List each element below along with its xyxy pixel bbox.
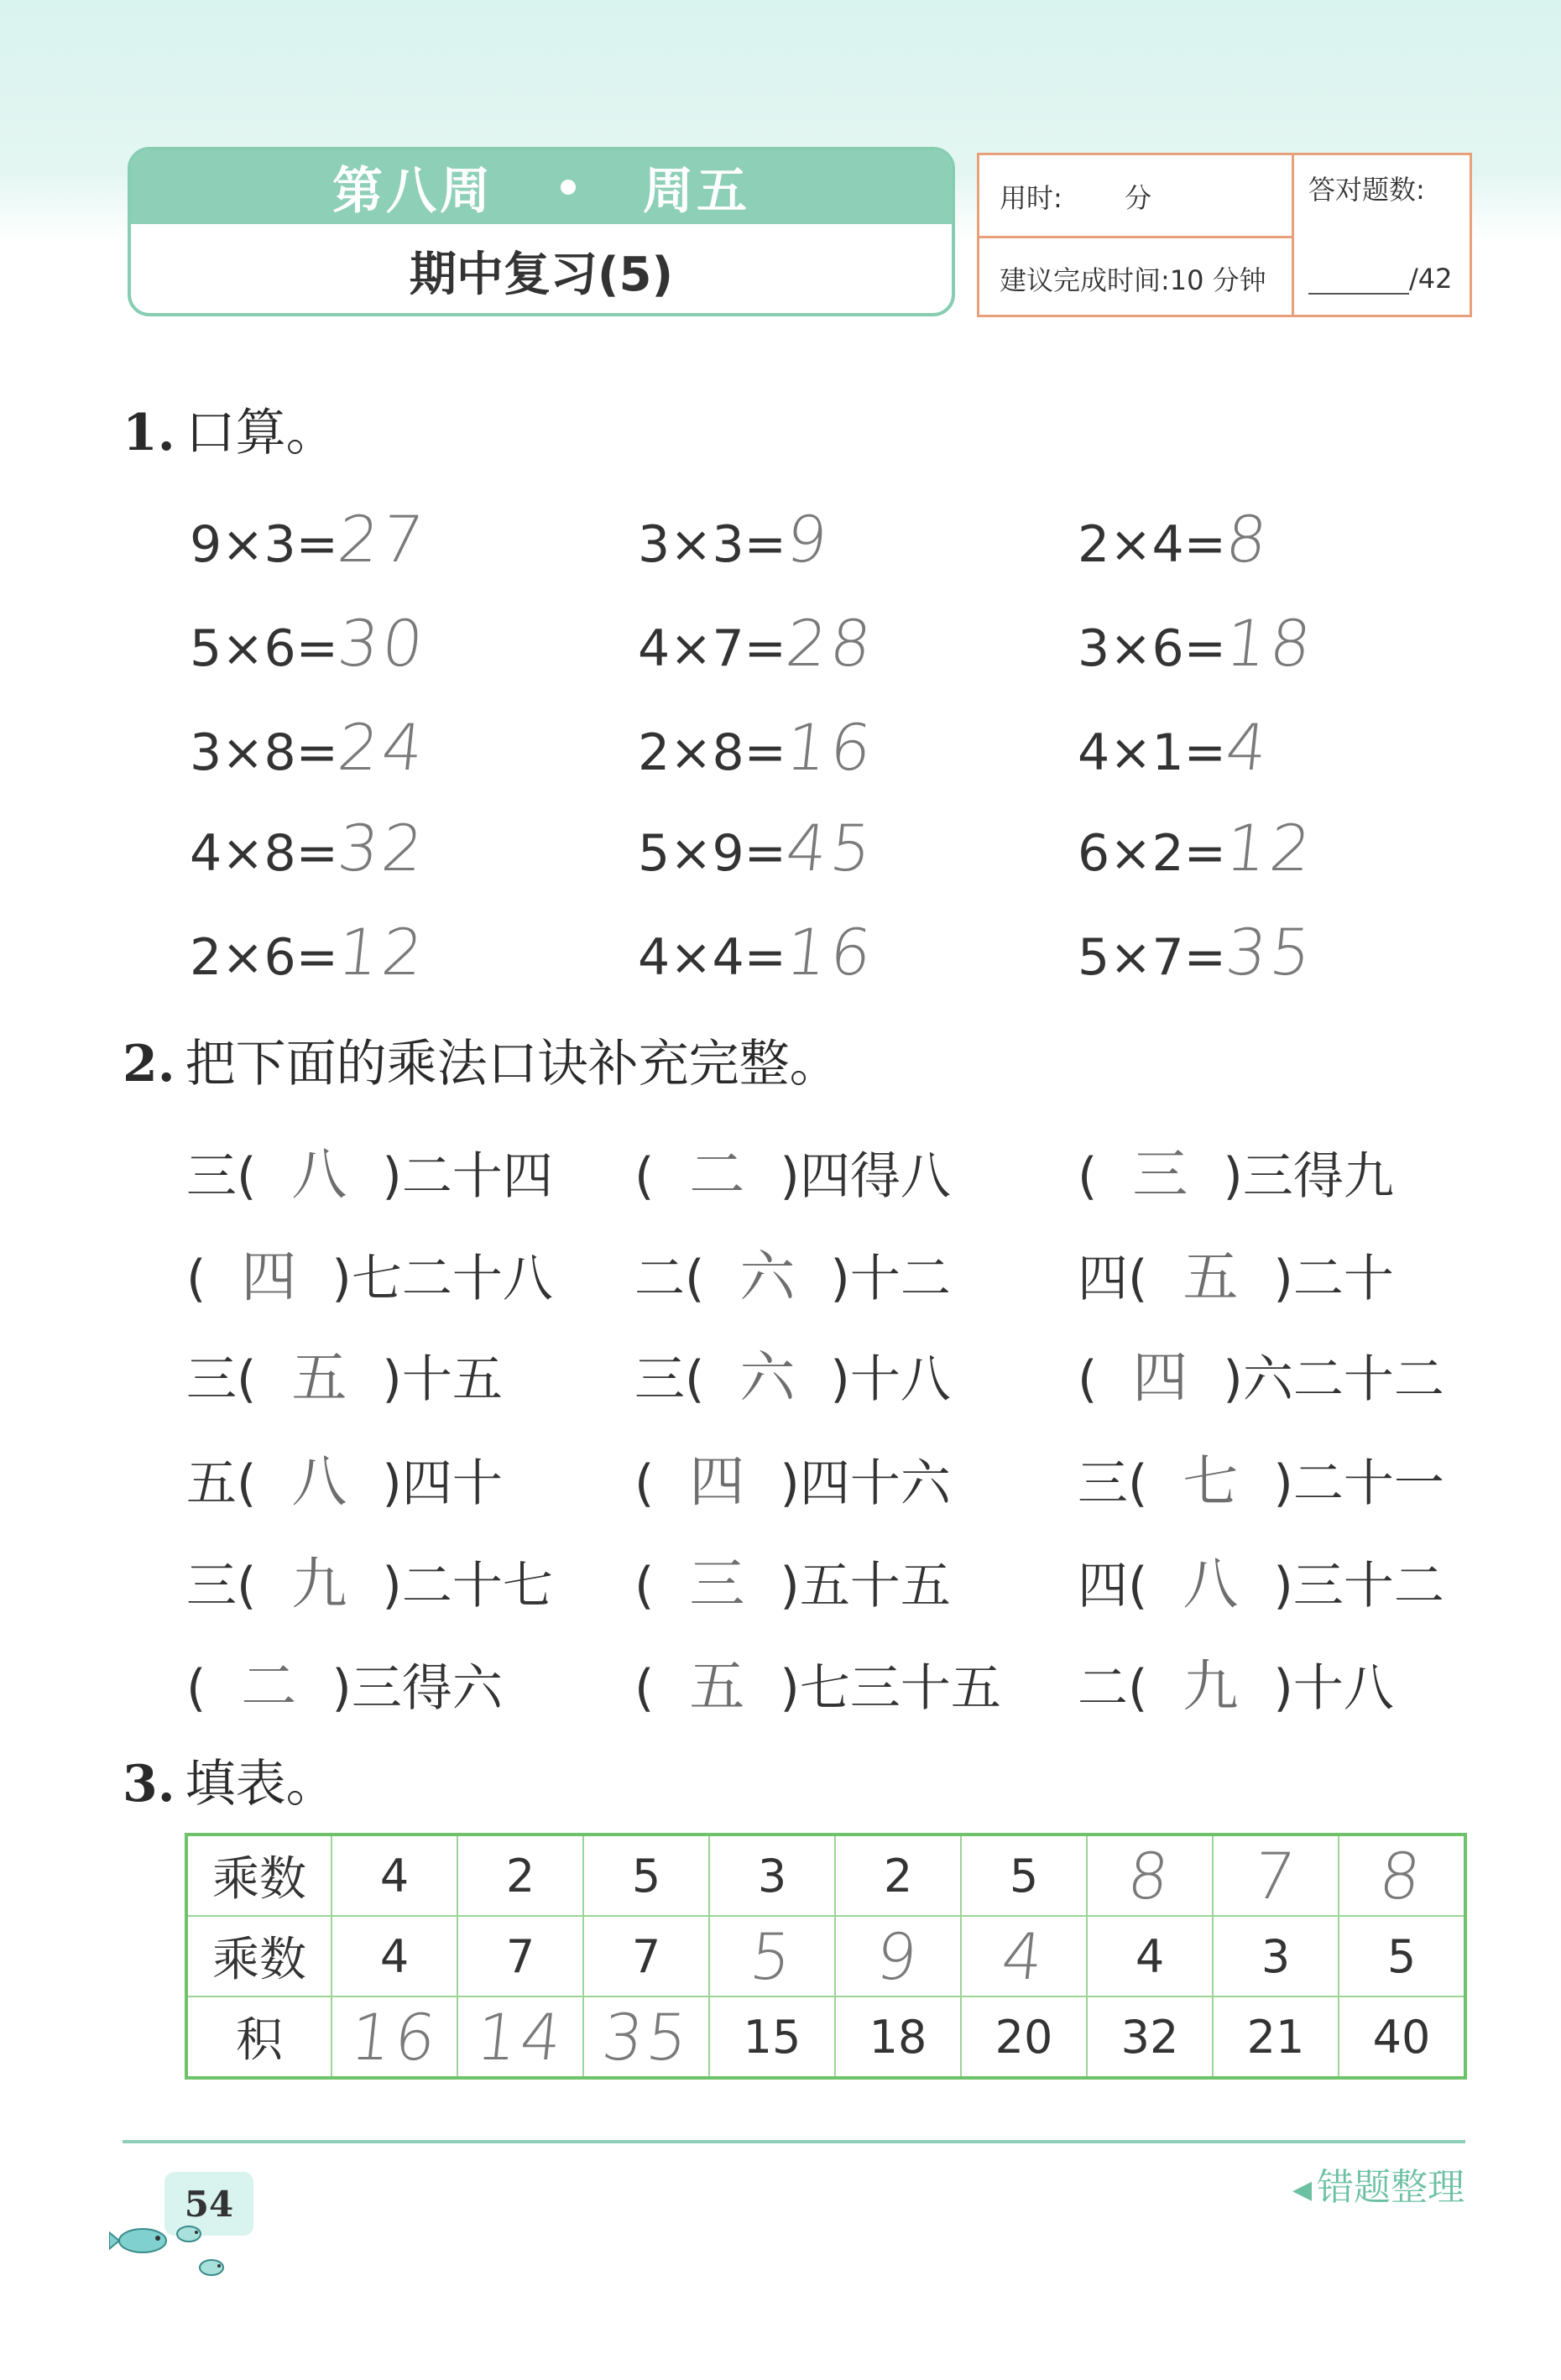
- handwritten-value: 14: [472, 1999, 569, 2075]
- rhyme-suffix: )四十六: [780, 1454, 951, 1513]
- rhyme-answer[interactable]: 九: [291, 1552, 347, 1616]
- arith-answer[interactable]: 18: [1222, 606, 1318, 681]
- table-cell: [332, 1916, 457, 1996]
- printed-value: 40: [1372, 2010, 1431, 2064]
- rhyme-prefix: 四(: [1078, 1557, 1148, 1615]
- printed-value: 2: [883, 1849, 913, 1902]
- section-1-title: 1. 口算。: [123, 404, 337, 462]
- printed-value: 18: [869, 2010, 927, 2064]
- page-title: 期中复习(5): [409, 248, 674, 302]
- rhyme-suffix: )三得六: [332, 1659, 503, 1718]
- rhyme-item: [186, 1333, 503, 1412]
- arith-item: [1078, 811, 1318, 885]
- handwritten-value: 8: [1124, 1838, 1176, 1913]
- table-cell: [961, 1996, 1087, 2078]
- arith-question: 4×8=: [190, 824, 338, 883]
- table-cell[interactable]: [1339, 1835, 1465, 1916]
- rhyme-answer[interactable]: 三: [1132, 1142, 1188, 1207]
- rhyme-item: [186, 1232, 553, 1312]
- rhyme-suffix: )三十二: [1273, 1557, 1444, 1615]
- arith-question: 4×7=: [638, 619, 786, 678]
- rhyme-suffix: )十八: [1273, 1659, 1394, 1718]
- arith-item: [1078, 502, 1274, 577]
- arith-answer[interactable]: 16: [782, 710, 879, 785]
- row-label: 积: [186, 1996, 332, 2078]
- rhyme-item: [1078, 1641, 1394, 1721]
- correct-count-field[interactable]: /42: [1308, 263, 1453, 295]
- table-cell: [709, 1996, 835, 2078]
- arith-question: 5×7=: [1078, 928, 1226, 987]
- table-cell: [961, 1835, 1087, 1916]
- rhyme-prefix: 二(: [1078, 1659, 1148, 1718]
- rhyme-answer[interactable]: 六: [739, 1245, 796, 1309]
- rhyme-suffix: )十五: [382, 1350, 503, 1409]
- rhyme-suffix: )四十: [382, 1454, 503, 1513]
- rhyme-prefix: (: [1078, 1147, 1098, 1206]
- rhyme-answer[interactable]: 八: [291, 1142, 347, 1207]
- rhyme-answer[interactable]: 五: [1182, 1245, 1239, 1309]
- rhyme-prefix: 二(: [634, 1250, 705, 1308]
- table-cell[interactable]: [332, 1996, 457, 2078]
- arith-answer[interactable]: 35: [1222, 915, 1318, 989]
- table-cell[interactable]: [709, 1916, 835, 1996]
- arith-question: 5×6=: [190, 619, 338, 678]
- rhyme-prefix: 四(: [1078, 1250, 1148, 1308]
- rhyme-answer[interactable]: 二: [689, 1142, 745, 1207]
- rhyme-suffix: )四得八: [780, 1147, 951, 1206]
- arith-item: [1078, 710, 1274, 785]
- rhyme-answer[interactable]: 三: [689, 1552, 745, 1616]
- table-cell: [835, 1835, 961, 1916]
- arith-answer[interactable]: 27: [334, 502, 431, 577]
- score-divider-v: [1292, 155, 1294, 315]
- error-review-link[interactable]: ◀ 错题整理: [1292, 2166, 1465, 2209]
- row-label: 乘数: [186, 1835, 332, 1916]
- rhyme-prefix: (: [634, 1557, 655, 1615]
- printed-value: 3: [757, 1849, 787, 1902]
- rhyme-prefix: 三(: [186, 1557, 257, 1615]
- correct-count-label: 答对题数:: [1308, 174, 1425, 206]
- arith-question: 4×4=: [638, 928, 786, 987]
- section-3-title: 3. 填表。: [123, 1755, 337, 1814]
- week-label: 第八周: [332, 162, 493, 221]
- printed-value: 4: [1135, 1929, 1165, 1983]
- arith-question: 2×8=: [638, 723, 786, 782]
- table-cell: [457, 1835, 583, 1916]
- rhyme-answer[interactable]: 九: [1182, 1654, 1239, 1719]
- rhyme-prefix: (: [634, 1147, 655, 1206]
- score-divider-h: [979, 236, 1292, 238]
- week-day-banner: [131, 150, 952, 224]
- printed-value: 3: [1261, 1929, 1291, 1983]
- arith-question: 3×3=: [638, 515, 786, 574]
- rhyme-item: [634, 1333, 951, 1412]
- table-cell[interactable]: [583, 1996, 709, 2078]
- table-cell: [332, 1835, 457, 1916]
- fill-table: [185, 1833, 1467, 2080]
- arith-item: [1078, 915, 1318, 989]
- arith-item: [638, 502, 834, 577]
- rhyme-suffix: )六二十二: [1223, 1350, 1444, 1409]
- arith-answer[interactable]: 12: [1222, 811, 1318, 885]
- rhyme-prefix: (: [186, 1659, 206, 1718]
- arith-item: [638, 811, 879, 885]
- arith-answer[interactable]: 24: [334, 710, 431, 785]
- table-cell: [1339, 1916, 1465, 1996]
- handwritten-value: 7: [1250, 1838, 1302, 1913]
- printed-value: 20: [995, 2010, 1053, 2064]
- arith-answer[interactable]: 9: [782, 502, 834, 577]
- footer-divider: [123, 2140, 1465, 2143]
- table-cell[interactable]: [835, 1916, 961, 1996]
- rhyme-item: [634, 1232, 951, 1312]
- table-cell: [1087, 1996, 1213, 2078]
- rhyme-prefix: 三(: [186, 1350, 257, 1409]
- printed-value: 15: [743, 2010, 801, 2064]
- arith-item: [638, 606, 879, 681]
- rhyme-item: [1078, 1437, 1444, 1516]
- rhyme-prefix: 五(: [186, 1454, 257, 1513]
- rhyme-item: [634, 1130, 951, 1209]
- rhyme-answer[interactable]: 七: [1182, 1449, 1239, 1514]
- table-cell: [457, 1916, 583, 1996]
- printed-value: 32: [1120, 2010, 1179, 2064]
- rhyme-answer[interactable]: 八: [291, 1449, 347, 1514]
- arith-answer[interactable]: 4: [1222, 710, 1274, 785]
- day-label: 周五: [643, 162, 750, 221]
- arith-answer[interactable]: 8: [1222, 502, 1274, 577]
- title-box: [128, 147, 955, 316]
- rhyme-suffix: )七三十五: [780, 1659, 1001, 1718]
- printed-value: 21: [1246, 2010, 1305, 2064]
- arith-question: 2×4=: [1078, 515, 1226, 574]
- rhyme-item: [634, 1437, 951, 1516]
- table-cell: [1213, 1996, 1339, 2078]
- rhyme-prefix: 三(: [634, 1350, 705, 1409]
- table-row: [186, 1835, 1465, 1916]
- rhyme-answer[interactable]: 四: [689, 1449, 745, 1514]
- arith-item: [190, 606, 431, 681]
- rhyme-answer[interactable]: 二: [241, 1654, 297, 1719]
- rhyme-item: [186, 1641, 503, 1721]
- rhyme-item: [1078, 1539, 1444, 1619]
- handwritten-value: 16: [346, 1999, 443, 2075]
- table-cell: [835, 1996, 961, 2078]
- rhyme-suffix: )三得九: [1223, 1147, 1394, 1206]
- arith-answer[interactable]: 12: [334, 915, 431, 989]
- rhyme-suffix: )十二: [830, 1250, 951, 1308]
- rhyme-answer[interactable]: 四: [1132, 1345, 1188, 1410]
- rhyme-item: [186, 1539, 553, 1619]
- rhyme-item: [634, 1539, 951, 1619]
- handwritten-value: 4: [998, 1918, 1050, 1994]
- arith-item: [638, 915, 879, 989]
- rhyme-item: [186, 1437, 503, 1516]
- arith-answer[interactable]: 45: [782, 811, 879, 885]
- page-number: 54: [164, 2172, 253, 2236]
- arith-item: [1078, 606, 1318, 681]
- arith-item: [638, 710, 879, 785]
- rhyme-answer[interactable]: 五: [291, 1345, 347, 1410]
- printed-value: 5: [631, 1849, 661, 1902]
- handwritten-value: 5: [746, 1918, 798, 1994]
- table-cell: [1087, 1916, 1213, 1996]
- rhyme-item: [1078, 1130, 1394, 1209]
- arith-item: [190, 710, 431, 785]
- arith-answer[interactable]: 30: [334, 606, 431, 681]
- rhyme-suffix: )十八: [830, 1350, 951, 1409]
- printed-value: 5: [1009, 1849, 1039, 1902]
- printed-value: 7: [505, 1929, 535, 1983]
- printed-value: 5: [1386, 1929, 1417, 1983]
- printed-value: 2: [505, 1849, 535, 1902]
- rhyme-suffix: )七二十八: [332, 1250, 553, 1308]
- suggested-time: 建议完成时间:10 分钟: [1000, 264, 1266, 296]
- rhyme-prefix: (: [634, 1659, 655, 1718]
- table-cell: [583, 1916, 709, 1996]
- rhyme-suffix: )二十四: [382, 1147, 553, 1206]
- rhyme-item: [1078, 1232, 1394, 1312]
- arith-question: 9×3=: [190, 515, 338, 574]
- rhyme-suffix: )二十一: [1273, 1454, 1444, 1513]
- fish-decoration-icon: [109, 2216, 235, 2291]
- arith-answer[interactable]: 32: [334, 811, 431, 885]
- rhyme-suffix: )二十: [1273, 1250, 1394, 1308]
- arith-question: 4×1=: [1078, 723, 1226, 782]
- handwritten-value: 35: [598, 1999, 695, 2075]
- rhyme-answer[interactable]: 四: [241, 1245, 297, 1309]
- rhyme-answer[interactable]: 八: [1182, 1552, 1239, 1616]
- arith-question: 3×6=: [1078, 619, 1226, 678]
- arith-item: [190, 811, 431, 885]
- table-row: [186, 1996, 1465, 2078]
- score-box: [977, 153, 1472, 317]
- rhyme-prefix: (: [186, 1250, 206, 1308]
- printed-value: 4: [379, 1849, 410, 1902]
- arith-question: 5×9=: [638, 824, 786, 883]
- arith-question: 6×2=: [1078, 824, 1226, 883]
- table-cell[interactable]: [1087, 1835, 1213, 1916]
- table-cell: [1213, 1916, 1339, 1996]
- printed-value: 7: [631, 1929, 661, 1983]
- table-cell[interactable]: [961, 1916, 1087, 1996]
- arith-item: [190, 502, 431, 577]
- arith-question: 3×8=: [190, 723, 338, 782]
- rhyme-answer[interactable]: 六: [739, 1345, 796, 1410]
- section-2-title: 2. 把下面的乘法口诀补充完整。: [123, 1035, 840, 1093]
- table-cell[interactable]: [457, 1996, 583, 2078]
- arith-item: [190, 915, 431, 989]
- table-cell: [1339, 1996, 1465, 2078]
- table-cell: [709, 1835, 835, 1916]
- rhyme-prefix: (: [634, 1454, 655, 1513]
- rhyme-item: [186, 1130, 553, 1209]
- handwritten-value: 8: [1376, 1838, 1428, 1913]
- rhyme-suffix: )五十五: [780, 1557, 951, 1615]
- arith-answer[interactable]: 28: [782, 606, 879, 681]
- score-blank[interactable]: [1308, 271, 1409, 295]
- rhyme-prefix: 三(: [1078, 1454, 1148, 1513]
- separator-dot: [561, 180, 576, 195]
- arith-answer[interactable]: 16: [782, 915, 879, 989]
- row-label: 乘数: [186, 1916, 332, 1996]
- time-used: 用时: 分: [1000, 182, 1151, 214]
- table-cell: [583, 1835, 709, 1916]
- rhyme-prefix: (: [1078, 1350, 1098, 1409]
- rhyme-item: [1078, 1333, 1444, 1412]
- table-cell[interactable]: [1213, 1835, 1339, 1916]
- triangle-left-icon: ◀: [1292, 2174, 1313, 2205]
- rhyme-suffix: )二十七: [382, 1557, 553, 1615]
- table-row: [186, 1916, 1465, 1996]
- printed-value: 4: [379, 1929, 410, 1983]
- arith-question: 2×6=: [190, 928, 338, 987]
- multiplication-table: [185, 1833, 1467, 2080]
- rhyme-item: [634, 1641, 1001, 1721]
- rhyme-answer[interactable]: 五: [689, 1654, 745, 1719]
- rhyme-prefix: 三(: [186, 1147, 257, 1206]
- handwritten-value: 9: [872, 1918, 924, 1994]
